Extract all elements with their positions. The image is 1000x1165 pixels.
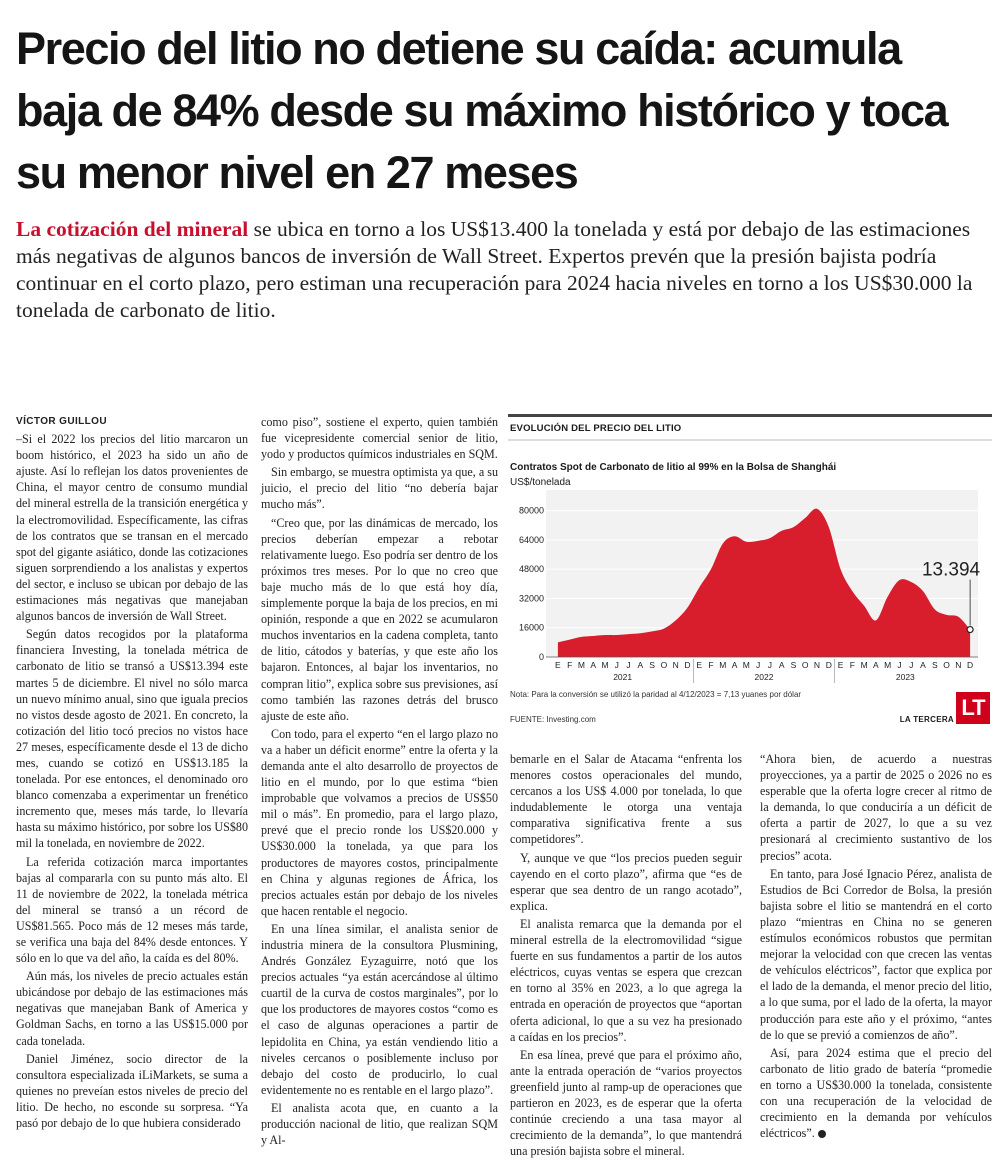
y-tick-label: 64000 [518,534,544,545]
chart-brand: LA TERCERA [899,715,954,724]
x-tick-label: D [967,660,974,670]
x-tick-label: J [626,660,631,670]
y-tick-label: 48000 [518,564,544,575]
x-tick-label: A [731,660,738,670]
x-tick-label: E [555,660,561,670]
price-chart [508,414,992,734]
end-mark-icon [818,1130,826,1138]
x-tick-label: M [884,660,892,670]
paragraph: Daniel Jiménez, socio director de la consultora especializada iLiMarkets, se suma a quienes no preveían estos niveles de precio del litio. De hecho, no esconde su sorpresa. “Ya pasó por debajo de lo que hubiera considerado [16,1051,248,1131]
column-2 [261,414,498,1150]
paragraph: En tanto, para José Ignacio Pérez, analista de Estudios de Bci Corredor de Bolsa, la presión bajista sobre el litio se mantendrá en el corto plazo “mientras en China no se generen estímulos económicos robustos que permitan mejorar la velocidad con que crecen las ventas de vehículos eléctricos”, factor que explica por el lado de la demanda, el menor precio del litio, a lo que suma, por el lado de la oferta, la mayor producción para este año y el próximo, “antes de lo que se previó a comienzos de año”. [760,866,992,1042]
x-tick-label: S [649,660,655,670]
last-point-marker [967,627,973,633]
headline: Precio del litio no detiene su caída: acumula baja de 84% desde su máximo histórico y toca su menor nivel en 27 meses [16,23,948,198]
paragraph: “Creo que, por las dinámicas de mercado, los precios deberían empezar a rebotar relativamente luego. Eso podría ser dentro de los próximos tres meses. Por lo que no creo que baje mucho más de lo que está hoy día, simplemente porque la baja de los precios, en mi opinión, responde a que en 2022 se acumularon muchos inventarios en la cadena completa, tanto de litio, cátodos y baterías, y que este año los bajaron. Entonces, al bajar los inventarios, no compran litio”, explica sobre sus previsiones, así como también las razones detrás del brusco ajuste de este año. [261,515,498,723]
paragraph: Con todo, para el experto “en el largo plazo no va a haber un déficit enorme” entre la oferta y la demanda ante el alto desarrollo de proyectos de litio en el mundo, por lo que estima “bien improbable que volvamos a precios de US$50 mil o más”. En promedio, para el largo plazo, prevé que el precio ronde los US$20.000 y US$30.000 la tonelada, ya que para los productores de mayores costos, principalmente en China y algunas regiones de África, los precios actuales están por debajo de los niveles que hacen rentable el negocio. [261,726,498,918]
paragraph: bemarle en el Salar de Atacama “enfrenta los menores costos operacionales del mundo, cercanos a los US$ 4.000 por tonelada, lo que indudablemente le otorga una ventaja comparativa significativa frente a sus competidores”. [510,752,742,847]
chart-note: Nota: Para la conversión se utilizó la paridad al 4/12/2023 = 7,13 yuanes por dólar [510,690,802,699]
lead-text: se ubica en torno a los US$13.400 la tonelada y está por debajo de las estimaciones más negativas de algunos bancos de inversión de Wall Street. Expertos prevén que la presión bajista podría continuar en el corto plazo, pero estiman una recuperación para 2024 hacia niveles en torno a los US$30.000 la tonelada de carbonato de litio. [16,217,973,322]
paragraph: Según datos recogidos por la plataforma financiera Investing, la tonelada métrica de carbonato de litio se transó a US$13.394 este martes 5 de diciembre. El nivel no sólo marca un nuevo mínimo anual, sino que iguala precios no vistos desde agosto de 2021. En concreto, la cotización del litio tocó precios no vistos hace 27 meses, específicamente desde el 13 de dicho mes, cuando se cotizó en US$13.185 la tonelada. Por ese entonces, el denominado oro blanco comenzaba a experimentar un frenético incremento que, meses más tarde, lo llevaría hasta su máximo histórico, por sobre los US$80 mil la tonelada, en noviembre de 2022. [16,627,248,851]
x-tick-label: J [909,660,914,670]
year-label: 2021 [613,672,633,682]
x-tick-label: A [778,660,785,670]
x-tick-label: M [742,660,750,670]
x-tick-label: J [767,660,773,670]
year-label: 2023 [895,672,915,682]
x-tick-label: M [601,660,609,670]
byline: VÍCTOR GUILLOU [16,416,107,427]
y-tick-label: 80000 [518,505,544,516]
x-tick-label: O [660,660,668,670]
paragraph: Y, aunque ve que “los precios pueden seguir cayendo en el corto plazo”, afirma que “es de esperar que sea dentro de un rango acotado”, explica. [510,850,742,913]
lead-kicker: La cotización del mineral [16,217,249,241]
x-tick-label: E [837,660,844,670]
x-tick-label: S [790,660,797,670]
x-tick-label: N [813,660,821,670]
x-tick-label: O [943,660,950,670]
column-4 [760,751,992,1143]
paragraph: El analista acota que, en cuanto a la producción nacional de litio, que realizan SQM y Al- [261,1100,498,1148]
x-tick-label: E [696,660,703,670]
paragraph: como piso”, sostiene el experto, quien también fue vicepresidente comercial senior de litio, yodo y productos químicos industriales en SQM. [261,415,498,462]
paragraph: En una línea similar, el analista senior de industria minera de la consultora Plusmining, Andrés González Eyzaguirre, notó que los precios actuales “ya están acercándose al último cuartil de la curva de costos marginales”, por lo que los productores de mayores costos “como es el caso de algunas operaciones a partir de lepidolita en China, ya están vendiendo litio a niveles cercanos o posiblemente incluso por debajo del costo de producirlo, lo cual evidentemente no es rentable en el largo plazo”. [261,921,498,1097]
x-tick-label: J [614,660,619,670]
chart-source: FUENTE: Investing.com [510,715,596,724]
x-tick-label: M [860,660,868,670]
paragraph: El analista remarca que la demanda por el mineral estrella de la electromovilidad “sigue fuerte en sus fundamentos a partir de los autos eléctricos, cuyas ventas se espera que crezcan en torno al 35% en 2023, a lo que agrega la entrada en operación de proyectos que “aportan oferta adicional, lo que a su vez ha presionado a caídas en los precios”. [510,916,742,1044]
x-tick-label: S [931,660,938,670]
x-tick-label: A [590,660,597,670]
column-1 [16,414,248,1133]
y-tick-label: 0 [538,652,544,662]
x-tick-label: M [719,660,727,670]
paragraph: “Ahora bien, de acuerdo a nuestras proyecciones, ya a partir de 2025 o 2026 no es esperable que la oferta logre crecer al ritmo de la demanda, lo que conduciría a un déficit de oferta a partir de 2027, lo que a su vez presionará al crecimiento sustantivo de los precios” acota. [760,752,992,863]
x-tick-label: A [637,660,644,670]
chart-label: EVOLUCIÓN DEL PRECIO DEL LITIO [510,423,682,434]
x-tick-label: D [825,660,832,670]
y-tick-label: 32000 [518,593,544,604]
x-tick-label: F [567,660,573,670]
x-tick-label: M [577,660,585,670]
chart-title: Contratos Spot de Carbonato de litio al 99% en la Bolsa de Shanghái [510,462,837,473]
last-value-callout: 13.394 [921,559,981,581]
year-label: 2022 [754,672,774,682]
paragraph: Aún más, los niveles de precio actuales están ubicándose por debajo de las estimaciones más negativas que manejaban Bank of America y Goldman Sachs, en torno a las US$15.000 por cada tonelada. [16,969,248,1048]
x-tick-label: O [801,660,809,670]
chart-ylabel: US$/tonelada [510,477,571,488]
y-tick-label: 16000 [518,622,544,633]
paragraph: La referida cotización marca importantes bajas al compararla con su punto más alto. El 11 de noviembre de 2022, la tonelada métrica del mineral se transó a un récord de US$81.565. Poco más de 12 meses más tarde, se verifica una baja del 84% desde entonces. Y sólo en lo que va del año, la caída es del 80%. [16,854,248,966]
x-tick-label: A [873,660,879,670]
paragraph: Sin embargo, se muestra optimista ya que, a su juicio, el precio del litio “no debería bajar mucho más”. [261,465,498,512]
x-tick-label: A [920,660,926,670]
paragraph: En esa línea, prevé que para el próximo año, ante la entrada operación de “varios proyectos greenfield junto al ramp-up de operaciones que partieron en 2023, es de esperar que la oferta continúe creciendo a una tasa mayor al crecimiento de la demanda”, lo que mantendrá una presión bajista sobre el mineral. [510,1047,742,1159]
column-3 [510,751,742,1161]
x-tick-label: J [897,660,902,670]
x-tick-label: F [708,660,714,670]
x-tick-label: N [672,660,679,670]
x-tick-label: D [684,660,691,670]
chart-plot [508,414,992,686]
lt-logo: LT [956,692,990,724]
paragraph: Así, para 2024 estima que el precio del carbonato de litio grado de batería “promedie en torno a US$30.000 la tonelada, consistente con una recuperación de la velocidad de crecimiento en la demanda por vehículos eléctricos”. [760,1045,992,1141]
x-tick-label: F [849,660,855,670]
x-tick-label: J [755,660,761,670]
paragraph: –Si el 2022 los precios del litio marcaron un boom histórico, el 2023 ha sido un año de ajuste. Así lo reflejan los datos provenientes de China, el mayor centro de consumo mundial del mineral estrella de la transición energética y la electromovilidad. Específicamente, las cifras de los contratos que se transan en el mercado spot del gigante asiático, donde las cotizaciones siguen sorprendiendo a los analistas y expertos del sector, e incluso se ubican por debajo de las estimaciones más negativas que manejaban algunos bancos de inversión de Wall Street. [16,432,248,624]
x-tick-label: N [955,660,962,670]
lead-paragraph [16,216,986,324]
